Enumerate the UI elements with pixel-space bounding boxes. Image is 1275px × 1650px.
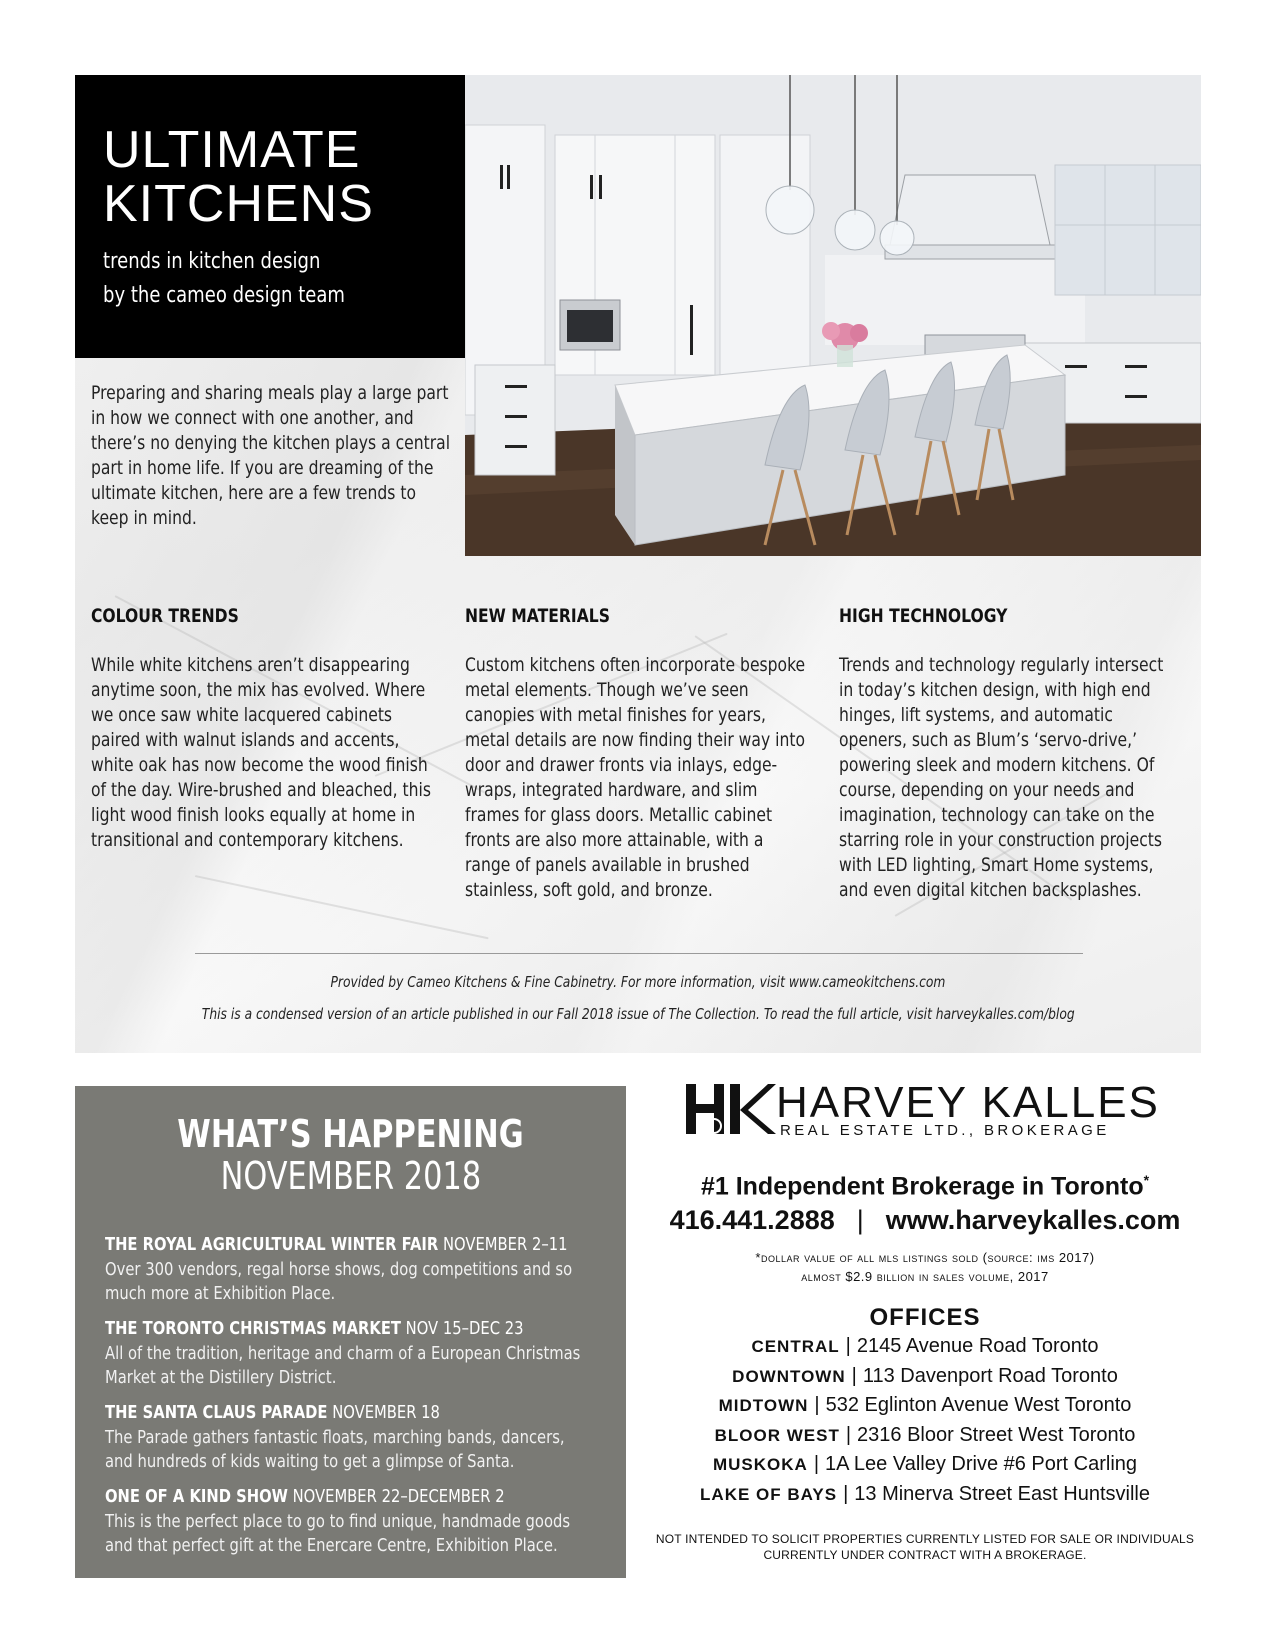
brokerage-logo	[640, 1080, 1210, 1150]
office-address: 1A Lee Valley Drive #6 Port Carling	[825, 1453, 1138, 1476]
office-central	[640, 1332, 1210, 1362]
hk-monogram-icon	[684, 1080, 776, 1138]
title-line-2: KITCHENS	[103, 175, 374, 233]
disclaimer-line-1: NOT INTENDED TO SOLICIT PROPERTIES CURRENTLY LISTED FOR SALE OR INDIVIDUALS	[655, 1532, 1195, 1547]
event-dates: NOV 15–DEC 23	[400, 1318, 524, 1339]
column-heading: COLOUR TRENDS	[91, 605, 239, 627]
office-muskoka	[640, 1450, 1210, 1480]
events-month-text: NOVEMBER 2018	[220, 1154, 481, 1198]
column-body: Custom kitchens often incorporate bespoke metal elements. Though we’ve seen canopies with metal finishes for years, metal details are now finding their way into door and drawer fronts via inlays, edge-wraps, integrated hardware, and slim frames for glass doors. Metallic cabinet fronts are also more attainable, with a range of panels available in brushed stainless, soft gold, and bronze.	[465, 654, 806, 901]
office-name: MUSKOKA	[712, 1455, 808, 1475]
office-midtown	[640, 1391, 1210, 1421]
tagline-asterisk: *	[1143, 1172, 1150, 1188]
website-link[interactable]: www.harveykalles.com	[885, 1205, 1181, 1236]
column-heading: HIGH TECHNOLOGY	[839, 605, 1008, 627]
credit-line	[75, 973, 1201, 991]
office-list	[640, 1332, 1210, 1509]
office-separator: |	[814, 1394, 820, 1417]
tagline	[640, 1172, 1210, 1201]
kitchen-illustration	[465, 75, 1201, 556]
events-month	[105, 1156, 596, 1196]
event-name: ONE OF A KIND SHOW	[105, 1486, 288, 1507]
office-downtown	[640, 1362, 1210, 1392]
article-subtitle	[103, 245, 400, 313]
brand-name: HARVEY KALLES	[776, 1078, 1160, 1127]
subtitle-line-1: trends in kitchen design	[103, 249, 321, 274]
article-divider	[195, 953, 1083, 954]
disclaimer-line-2: CURRENTLY UNDER CONTRACT WITH A BROKERAGE.	[763, 1548, 1087, 1563]
event-description: The Parade gathers fantastic floats, marching bands, dancers, and hundreds of kids waiting to get a glimpse of Santa.	[105, 1427, 565, 1472]
office-name: CENTRAL	[751, 1337, 840, 1357]
office-name: BLOOR WEST	[714, 1425, 840, 1445]
column-high-technology	[839, 605, 1179, 903]
event-head	[105, 1316, 524, 1342]
column-body: While white kitchens aren’t disappearing anytime soon, the mix has evolved. Where we once saw white lacquered cabinets paired with walnut islands and accents, white oak has now become the wood finish of the day. Wire-brushed and bleached, this light wood finish looks equally at home in transitional and contemporary kitchens.	[91, 654, 431, 851]
office-address: 113 Davenport Road Toronto	[862, 1364, 1118, 1387]
event-head	[105, 1484, 508, 1510]
column-new-materials	[465, 605, 805, 903]
events-title-text: WHAT’S HAPPENING	[177, 1112, 524, 1156]
article-intro	[91, 381, 451, 531]
event-name: THE TORONTO CHRISTMAS MARKET	[105, 1318, 401, 1339]
office-address: 13 Minerva Street East Huntsville	[854, 1482, 1150, 1505]
office-address: 2145 Avenue Road Toronto	[856, 1335, 1099, 1358]
event-dates: NOVEMBER 18	[327, 1402, 440, 1423]
note-text: This is a condensed version of an article published in our Fall 2018 issue of The Collection. To read the full article, visit harveykalles.com/blog	[201, 1005, 1075, 1023]
office-name: LAKE OF BAYS	[700, 1484, 838, 1504]
event-item	[105, 1484, 596, 1558]
event-item	[105, 1316, 596, 1390]
event-dates: NOVEMBER 22–DECEMBER 2	[287, 1486, 505, 1507]
event-description: Over 300 vendors, regal horse shows, dog competitions and so much more at Exhibition Place.	[105, 1259, 573, 1304]
event-description: This is the perfect place to go to find unique, handmade goods and that perfect gift at the Enercare Centre, Exhibition Place.	[105, 1511, 571, 1556]
office-separator: |	[845, 1335, 851, 1358]
column-colour-trends	[91, 605, 431, 853]
legal-disclaimer	[640, 1531, 1210, 1563]
offices-title: OFFICES	[869, 1304, 981, 1332]
column-heading: NEW MATERIALS	[465, 605, 610, 627]
events-title	[105, 1112, 596, 1156]
event-list	[105, 1232, 596, 1558]
event-dates: NOVEMBER 2–11	[438, 1234, 568, 1255]
kitchen-photo	[465, 75, 1201, 556]
office-separator: |	[813, 1453, 820, 1476]
office-name: DOWNTOWN	[732, 1366, 846, 1386]
intro-text: Preparing and sharing meals play a large part in how we connect with one another, and there’s no denying the kitchen plays a central part in home life. If you are dreaming of the ultimate kitchen, here are a few trends to keep in mind.	[91, 382, 451, 529]
office-separator: |	[843, 1482, 849, 1505]
whats-happening-panel	[75, 1086, 626, 1578]
office-separator: |	[851, 1364, 857, 1387]
event-head	[105, 1400, 508, 1426]
subtitle-line-2: by the cameo design team	[103, 283, 346, 308]
event-name: THE ROYAL AGRICULTURAL WINTER FAIR	[105, 1234, 439, 1255]
event-name: THE SANTA CLAUS PARADE	[105, 1402, 328, 1423]
tagline-text: #1 Independent Brokerage in Toronto	[700, 1172, 1144, 1201]
office-address: 532 Eglinton Avenue West Toronto	[825, 1394, 1132, 1417]
contact-separator: |	[856, 1205, 864, 1236]
article-title	[103, 123, 465, 231]
title-box	[75, 75, 465, 358]
brokerage-info	[640, 1080, 1210, 1563]
marble-vein	[195, 875, 489, 939]
office-name: MIDTOWN	[718, 1396, 809, 1416]
brand-subtitle: REAL ESTATE LTD., BROKERAGE	[780, 1122, 1110, 1139]
phone-number[interactable]: 416.441.2888	[669, 1205, 835, 1236]
column-body: Trends and technology regularly intersect in today’s kitchen design, with high end hinges, lift systems, and automatic openers, such as Blum’s ‘servo-drive,’ powering sleek and modern kitchens. Of course, depending on your needs and imagination, technology can take on the starring role in your construction projects with LED lighting, Smart Home systems, and even digital kitchen backsplashes.	[839, 654, 1164, 901]
office-separator: |	[845, 1423, 852, 1446]
event-item	[105, 1232, 596, 1306]
event-description: All of the tradition, heritage and charm of a European Christmas Market at the Distillery District.	[105, 1343, 581, 1388]
title-line-1: ULTIMATE	[103, 121, 361, 179]
office-address: 2316 Bloor Street West Toronto	[857, 1423, 1136, 1446]
footnote-sales-source: *dollar value of all mls listings sold (source: ims 2017)	[755, 1250, 1095, 1266]
footnote-sales-volume: almost $2.9 billion in sales volume, 2017	[801, 1269, 1049, 1285]
event-head	[105, 1232, 568, 1258]
article-note	[75, 1005, 1201, 1023]
office-lake-of-bays	[640, 1480, 1210, 1510]
kitchen-article	[75, 75, 1201, 1053]
credit-text: Provided by Cameo Kitchens & Fine Cabinetry. For more information, visit www.cameokitchens.com	[330, 973, 946, 991]
contact-line	[640, 1205, 1210, 1236]
event-item	[105, 1400, 596, 1474]
office-bloor-west	[640, 1421, 1210, 1451]
